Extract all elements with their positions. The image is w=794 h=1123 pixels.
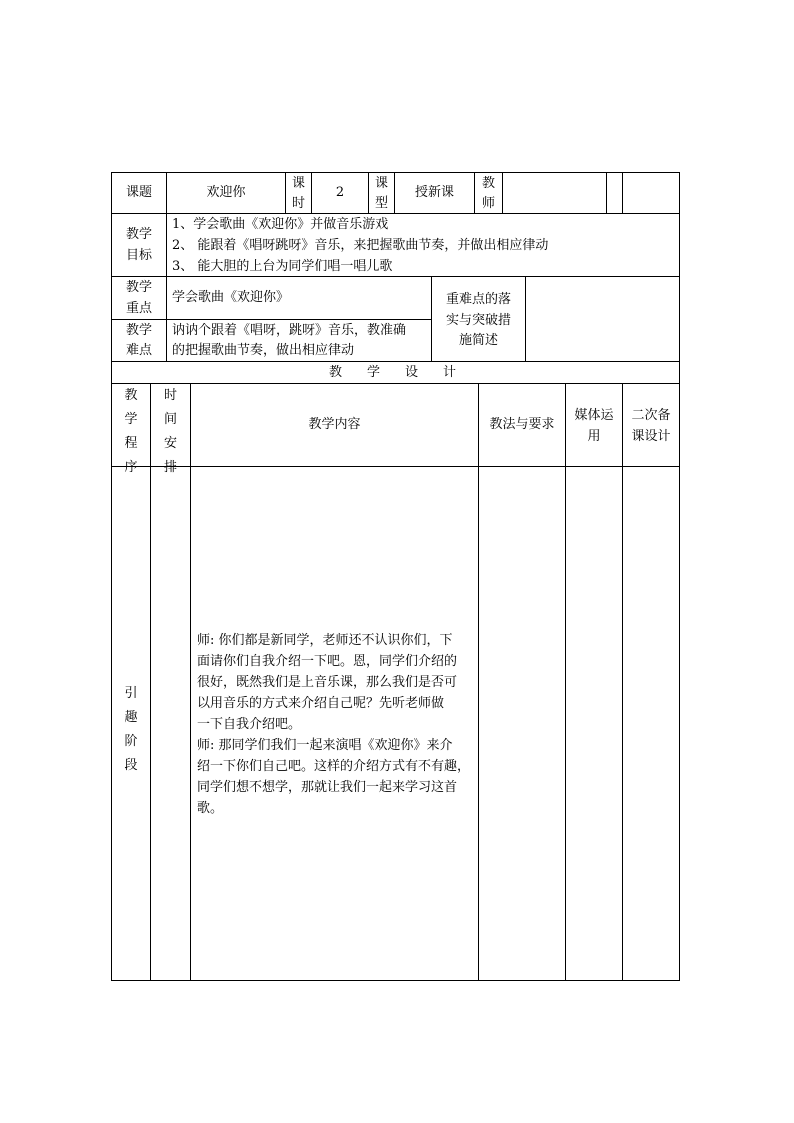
difficulties-label-bottom: 难点 bbox=[125, 343, 152, 358]
content-line: 歌。 bbox=[197, 801, 224, 816]
col-divider bbox=[622, 383, 623, 981]
media-header: 媒体运 bbox=[574, 408, 614, 423]
time-header: 时 间 安 排 bbox=[163, 388, 177, 475]
method-header: 教法与要求 bbox=[489, 417, 555, 432]
col-divider bbox=[190, 383, 191, 981]
objectives-label-top: 教学 bbox=[125, 227, 152, 242]
row-divider bbox=[111, 466, 680, 467]
table-border-bottom bbox=[111, 980, 680, 981]
content-line: 同学们想不想学，那就让我们一起来学习这首 bbox=[197, 780, 458, 795]
content-header: 教学内容 bbox=[308, 417, 361, 432]
type-label-top: 课 bbox=[374, 176, 388, 191]
col-divider bbox=[502, 172, 503, 214]
second-prep-header: 课设计 bbox=[631, 429, 671, 444]
difficulties-value: 讷讷个跟着《唱呀，跳呀》音乐，教准确 bbox=[172, 323, 407, 338]
media-header: 用 bbox=[587, 429, 601, 444]
topic-value: 欢迎你 bbox=[206, 185, 246, 200]
stage-name: 引 趣 阶 段 bbox=[124, 686, 138, 773]
key-points-label-top: 教学 bbox=[125, 280, 152, 295]
implementation-label: 实与突破措 bbox=[445, 313, 511, 328]
teacher-label-bottom: 师 bbox=[481, 196, 495, 211]
col-divider bbox=[565, 383, 566, 981]
hours-label-bottom: 时 bbox=[291, 196, 305, 211]
design-heading: 教 学 设 计 bbox=[328, 365, 462, 380]
objective-item: 3、 能大胆的上台为同学们唱一唱儿歌 bbox=[172, 259, 393, 274]
topic-label: 课题 bbox=[125, 185, 152, 200]
content-line: 师: 你们都是新同学，老师还不认识你们，下 bbox=[197, 633, 453, 648]
objective-item: 1、学会歌曲《欢迎你》并做音乐游戏 bbox=[172, 217, 389, 232]
content-line: 一下自我介绍吧。 bbox=[197, 717, 302, 732]
col-divider bbox=[525, 276, 526, 362]
key-points-label-bottom: 重点 bbox=[125, 301, 152, 316]
content-line: 绍一下你们自己吧。这样的介绍方式有不有趣， bbox=[197, 759, 471, 774]
stage-content bbox=[197, 630, 477, 819]
difficulties-label-top: 教学 bbox=[125, 323, 152, 338]
second-prep-header: 二次备 bbox=[631, 408, 671, 423]
content-line: 师: 那同学们我们一起来演唱《欢迎你》来介 bbox=[197, 738, 453, 753]
content-line: 以用音乐的方式来介绍自己呢？先听老师做 bbox=[197, 696, 445, 711]
col-divider bbox=[478, 383, 479, 981]
key-points-value: 学会歌曲《欢迎你》 bbox=[172, 290, 290, 305]
content-line: 面请你们自我介绍一下吧。恩，同学们介绍的 bbox=[197, 654, 458, 669]
table-border-top bbox=[111, 172, 680, 173]
type-value: 授新课 bbox=[414, 185, 454, 200]
col-divider bbox=[166, 213, 167, 362]
objectives-label-bottom: 目标 bbox=[125, 248, 152, 263]
hours-value: 2 bbox=[335, 185, 345, 200]
col-divider bbox=[622, 172, 623, 214]
table-border-right bbox=[679, 172, 680, 981]
teacher-label-top: 教 bbox=[481, 176, 495, 191]
difficulties-value: 的把握歌曲节奏，做出相应律动 bbox=[172, 343, 355, 358]
objective-item: 2、 能跟着《唱呀跳呀》音乐，来把握歌曲节奏，并做出相应律动 bbox=[172, 238, 549, 253]
row-divider bbox=[111, 383, 680, 384]
hours-label-top: 课 bbox=[291, 176, 305, 191]
procedure-header: 教 学 程 序 bbox=[124, 388, 138, 475]
content-line: 很好，既然我们是上音乐课，那么我们是否可 bbox=[197, 675, 458, 690]
col-divider bbox=[606, 172, 607, 214]
implementation-label: 施简述 bbox=[458, 333, 498, 348]
implementation-label: 重难点的落 bbox=[445, 292, 511, 307]
type-label-bottom: 型 bbox=[374, 196, 388, 211]
